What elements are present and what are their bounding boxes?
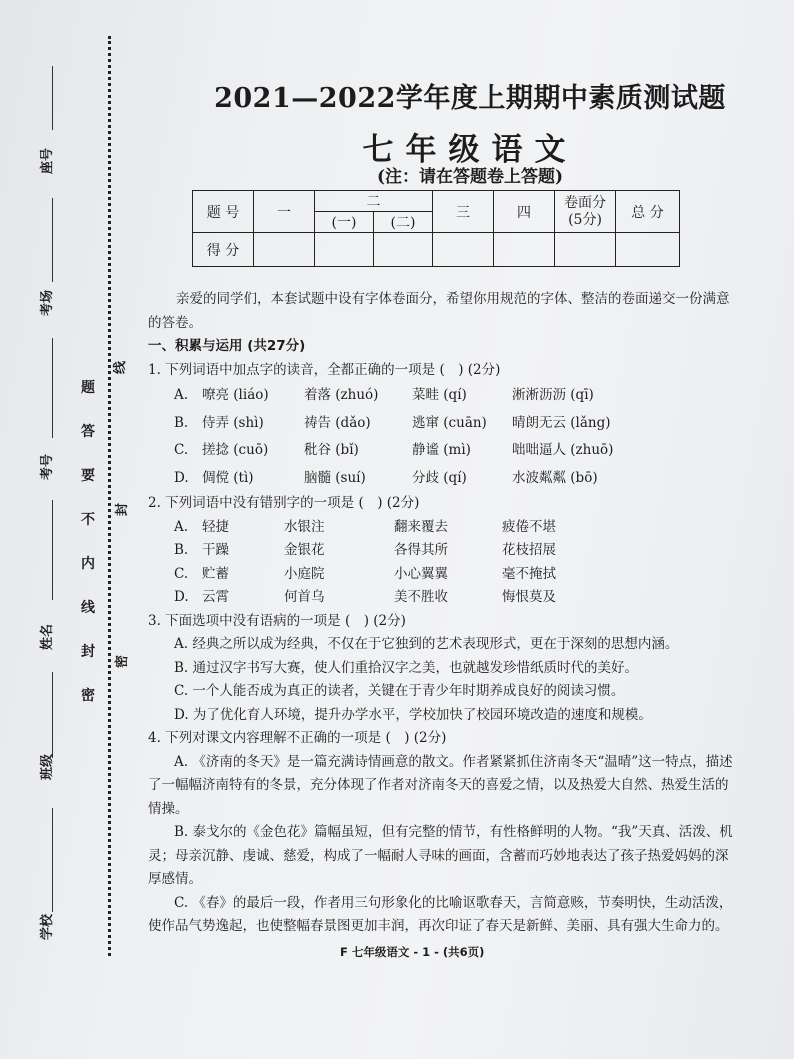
score-cell [315, 233, 374, 267]
class-rule [52, 672, 53, 758]
option-item: 嘹亮 (liáo) [202, 387, 269, 403]
binding-notice-6: 线 [81, 600, 95, 616]
option-sentence: B. 通过汉字书写大赛，使人们重拾汉字之美，也就越发珍惜纸质时代的美好。 [174, 659, 639, 676]
option-item: 小心翼翼 [394, 565, 448, 582]
score-head-part2: 二 [315, 191, 433, 212]
option-item: 水银注 [284, 518, 325, 535]
option-label: C. [174, 442, 189, 458]
option-row [174, 539, 738, 563]
option-item: 轻捷 [202, 518, 229, 535]
option-label: A. [174, 387, 189, 403]
option-item: 金银花 [284, 542, 325, 558]
question-stem: 2. 下列词语中没有错别字的一项是 ( ) (2分) [148, 495, 420, 511]
option-label: D. [174, 469, 189, 486]
option-item: 云霄 [202, 589, 229, 605]
score-head-paper-note: (5分) [568, 211, 602, 228]
exam-content [148, 288, 738, 939]
score-head-sub1: (一) [315, 212, 374, 233]
score-cell [494, 233, 555, 267]
option-sentence: C. 一个人能否成为真正的读者，关键在于青少年时期养成良好的阅读习惯。 [174, 683, 625, 699]
score-head-label: 题 号 [193, 191, 254, 233]
score-head-paper-label: 卷面分 [564, 194, 606, 211]
option-item: 逃窜 (cuān) [412, 414, 487, 431]
option-item: 晴朗无云 (lǎng) [512, 414, 611, 431]
question-options [174, 516, 738, 610]
option-item: 悔恨莫及 [502, 589, 556, 605]
option-item: 秕谷 (bǐ) [304, 442, 359, 458]
seal-char-seal: 封 [115, 502, 131, 517]
option-item: 贮蓄 [202, 565, 229, 582]
option-row [174, 563, 738, 587]
score-cell [374, 233, 433, 267]
option-label: A. [174, 518, 189, 535]
binding-notice-8: 密 [81, 688, 95, 704]
score-head-part4: 四 [494, 191, 555, 233]
score-cell [616, 233, 680, 267]
score-cell [555, 233, 616, 267]
school-label: 学校 [40, 913, 55, 940]
option-paragraph: A. 《济南的冬天》是一篇充满诗情画意的散文。作者紧紧抓住济南冬天“温晴”这一特点，描述了一幅幅济南特有的冬景，充分体现了作者对济南冬天的喜爱之情，以及热爱大自然、热爱生活的情操。 [148, 753, 733, 817]
option-item: 咄咄逼人 (zhuō) [512, 442, 614, 458]
option-paragraph: B. 泰戈尔的《金色花》篇幅虽短，但有完整的情节，有性格鲜明的人物。“我”天真、活泼、机灵；母亲沉静、虔诚、慈爱，构成了一幅耐人寻味的画面，含蓄而巧妙地表达了孩子热爱妈妈的深厚感情。 [148, 824, 733, 887]
option-row [174, 586, 738, 610]
option-item: 祷告 (dǎo) [304, 414, 371, 431]
option-item: 各得其所 [394, 542, 448, 558]
option-item: 菜畦 (qí) [412, 387, 467, 403]
option-sentence: A. 经典之所以成为经典，不仅在于它独到的艺术表现形式，更在于深刻的思想内涵。 [174, 636, 679, 652]
option-row [174, 437, 738, 465]
exam-title: 2021—2022学年度上期期中素质测试题 [214, 83, 726, 114]
binding-notice-2: 答 [81, 424, 95, 440]
binding-notice-7: 封 [81, 644, 95, 660]
binding-notice-5: 内 [81, 556, 95, 572]
option-sentence: D. 为了优化育人环境，提升办学水平，学校加快了校园环境改造的速度和规模。 [174, 706, 652, 723]
binding-notice-4: 不 [81, 512, 95, 528]
option-paragraph: C. 《春》的最后一段，作者用三句形象化的比喻讴歌春天，言简意赅，节奏明快，生动活泼，使作品气势逸起，也使整幅春景图更加丰润，再次印证了春天是新鲜、美丽、具有强大生命力的。 [148, 894, 733, 934]
exam-note: (注：请在答题卷上答题) [376, 167, 564, 187]
option-item: 分歧 (qí) [412, 469, 467, 486]
score-row-label: 得 分 [193, 233, 254, 267]
option-row [174, 410, 738, 438]
score-head-total: 总 分 [616, 191, 680, 233]
score-head-part1: 一 [254, 191, 315, 233]
exam-no-label: 考号 [40, 453, 55, 480]
option-row [174, 382, 738, 410]
option-item: 着落 (zhuó) [304, 387, 379, 403]
score-head-part3: 三 [433, 191, 494, 233]
option-item: 毫不掩拭 [502, 565, 556, 582]
seat-rule [52, 66, 53, 130]
option-item: 侍弄 (shì) [202, 414, 264, 431]
option-item: 脑髓 (suí) [304, 469, 366, 486]
question-options [174, 382, 738, 492]
option-label: D. [174, 589, 189, 605]
option-item: 疲倦不堪 [502, 518, 556, 535]
intro-text: 亲爱的同学们，本套试题中设有字体卷面分，希望你用规范的字体、整洁的卷面递交一份满意的答卷。 [148, 291, 730, 331]
option-item: 淅淅沥沥 (qī) [512, 387, 594, 403]
seal-char-line: 线 [113, 360, 129, 375]
score-head-sub2: (二) [374, 212, 433, 233]
option-item: 小庭院 [284, 565, 325, 582]
option-item: 干躁 [202, 542, 229, 558]
page-footer: F 七年级语文 - 1 - (共6页) [340, 945, 485, 959]
option-label: C. [174, 565, 189, 582]
option-item: 翻来覆去 [394, 518, 448, 535]
option-item: 倜傥 (tì) [202, 469, 254, 486]
score-head-paper [555, 191, 616, 233]
question-stem: 1. 下列词语中加点字的读音，全都正确的一项是 ( ) (2分) [148, 361, 501, 378]
option-row [174, 516, 738, 540]
option-row [174, 465, 738, 493]
exam-room-rule [52, 198, 53, 282]
exam-no-rule [52, 338, 53, 438]
option-item: 静谧 (mì) [412, 442, 471, 458]
option-label: B. [174, 542, 189, 558]
seat-label: 座号 [40, 147, 55, 174]
name-rule [52, 500, 53, 600]
binding-notice-1: 题 [81, 380, 95, 396]
score-cell [254, 233, 315, 267]
binding-dotted-line [108, 36, 111, 956]
question-stem: 3. 下面选项中没有语病的一项是 ( ) (2分) [148, 612, 406, 629]
option-label: B. [174, 414, 189, 431]
option-item: 搓捻 (cuō) [202, 442, 269, 458]
score-table [192, 190, 680, 267]
option-item: 美不胜收 [394, 589, 448, 605]
question-stem: 4. 下列对课文内容理解不正确的一项是 ( ) (2分) [148, 730, 447, 746]
exam-room-label: 考场 [40, 289, 55, 316]
score-cell [433, 233, 494, 267]
class-label: 班级 [40, 753, 55, 780]
exam-subject: 七年级语文 [362, 132, 578, 168]
name-label: 姓名 [40, 623, 55, 650]
option-item: 花枝招展 [502, 542, 556, 558]
seal-char-secret: 密 [115, 654, 131, 669]
section-title: 一、积累与运用 (共27分) [148, 338, 306, 354]
binding-notice-3: 要 [81, 468, 95, 484]
option-item: 何首乌 [284, 589, 325, 605]
option-item: 水波粼粼 (bō) [512, 469, 598, 486]
school-rule [52, 808, 53, 912]
